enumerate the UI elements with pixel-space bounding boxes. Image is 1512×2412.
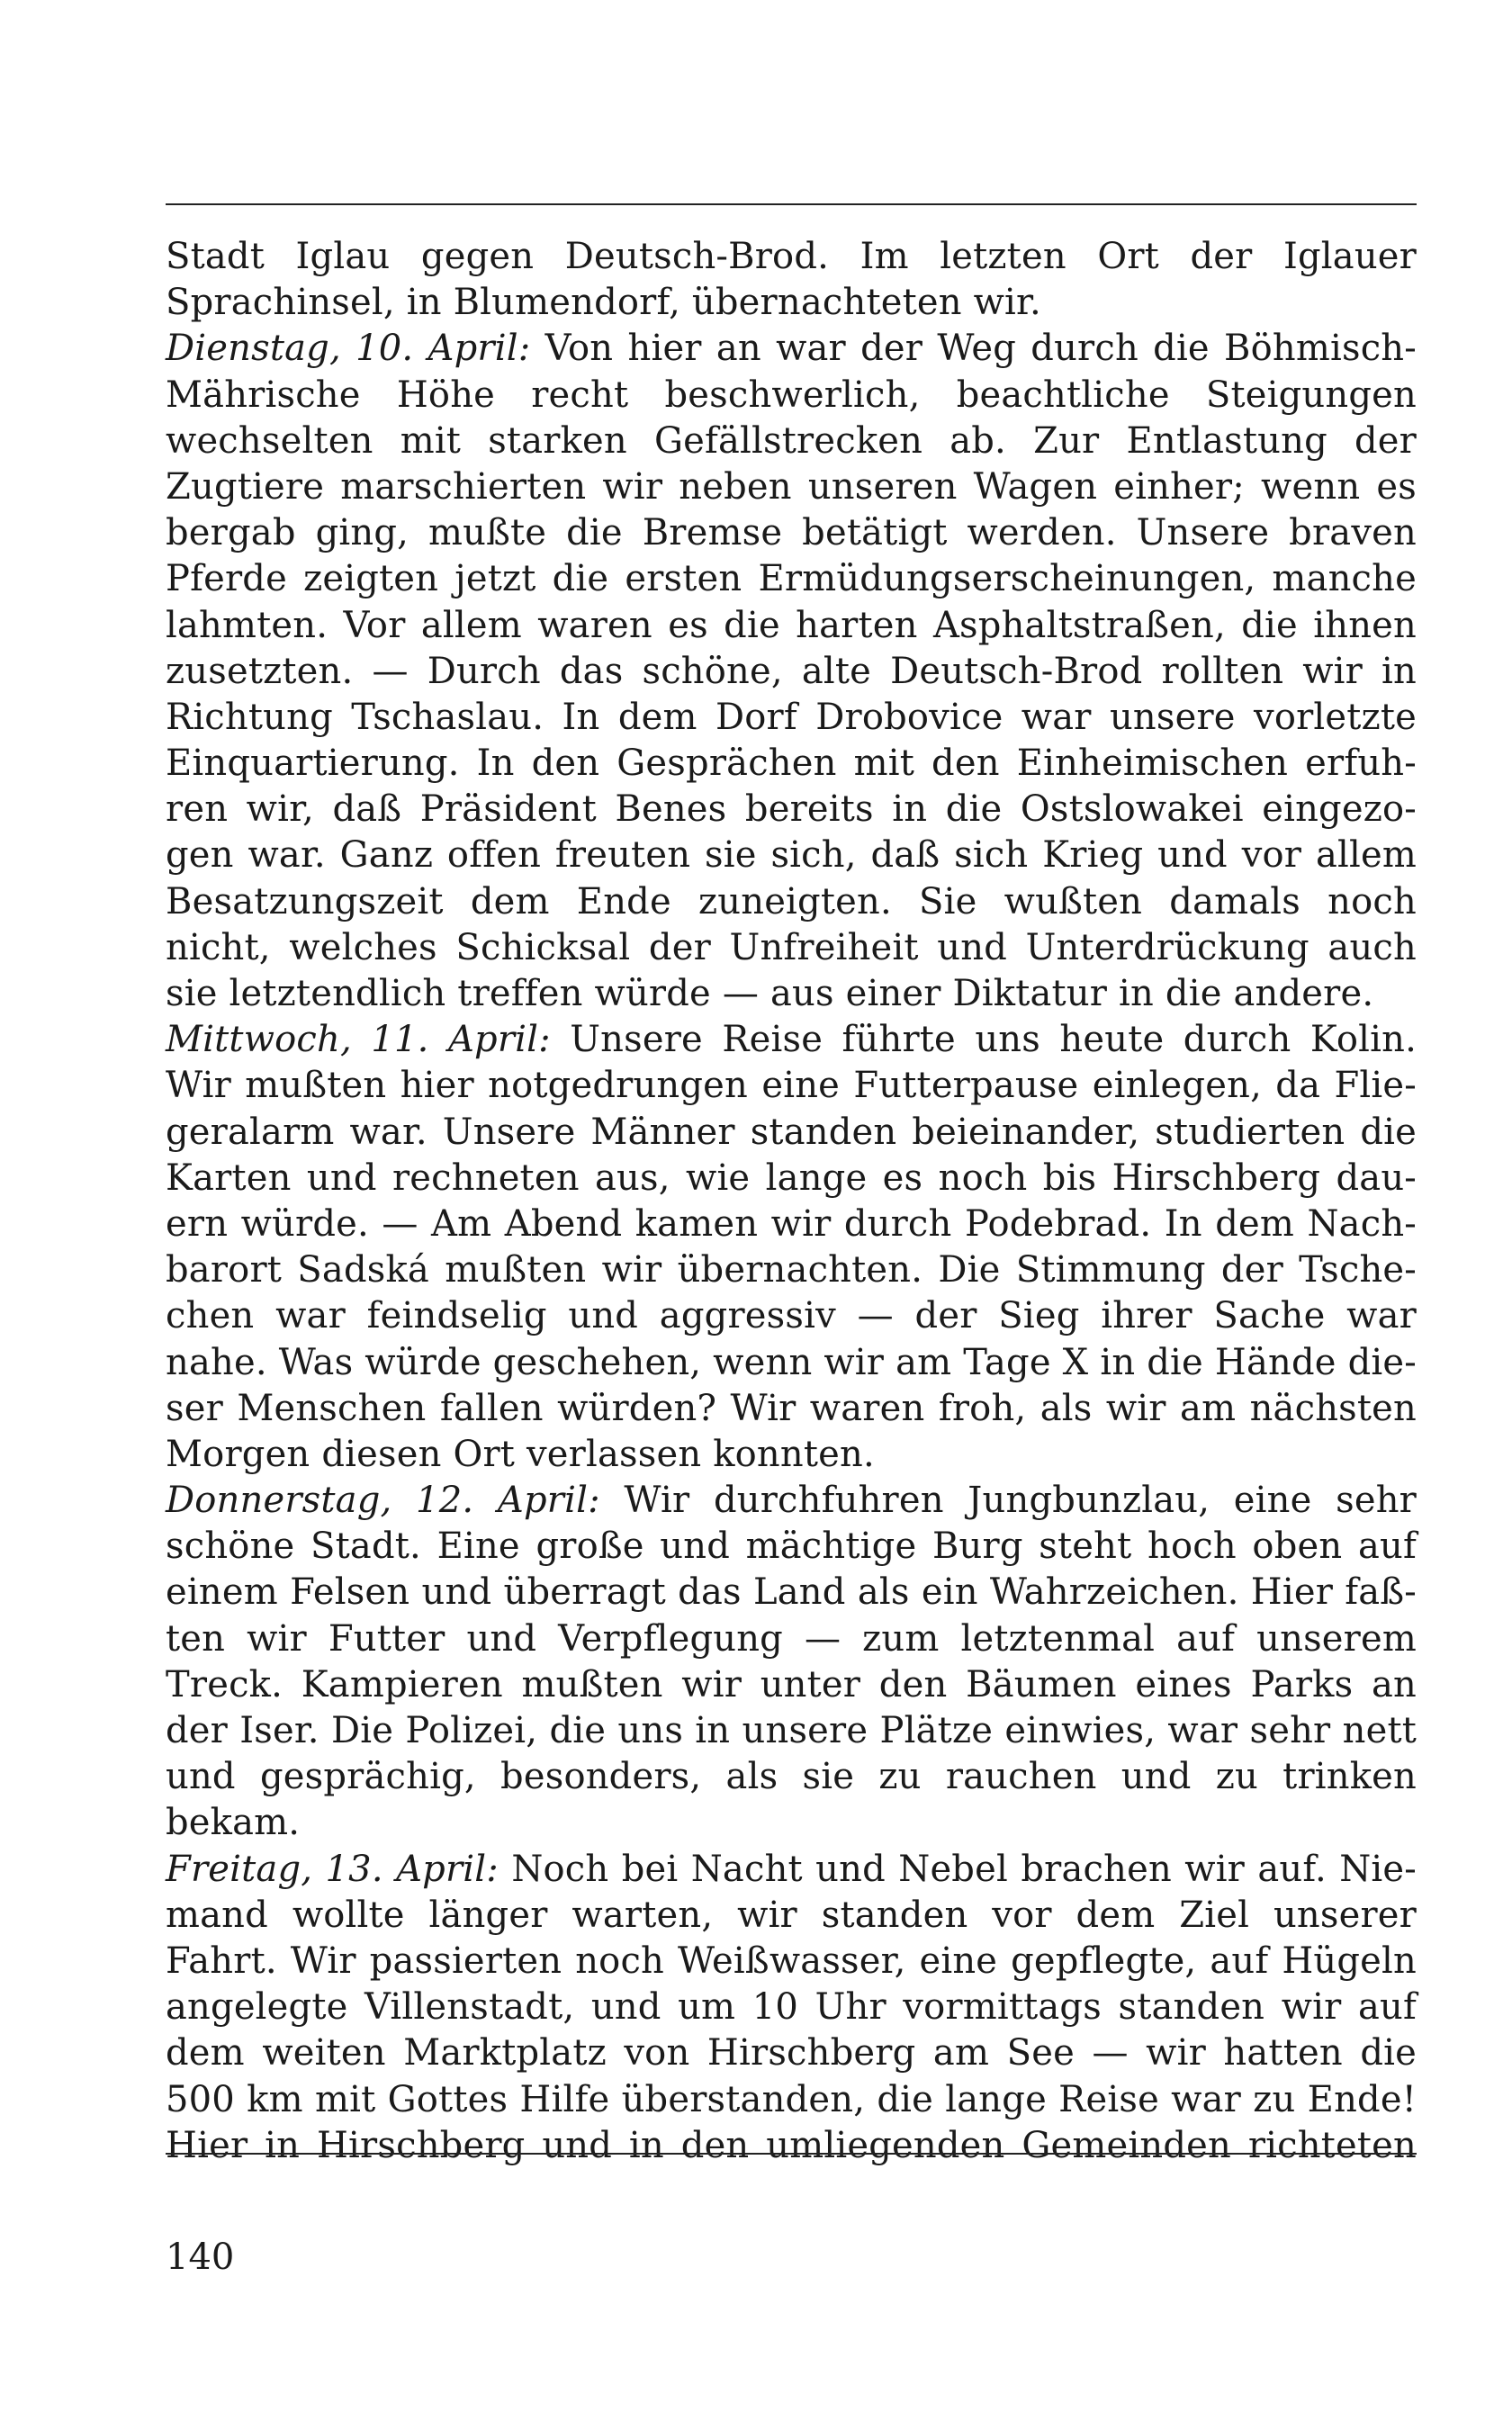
text-line: [166, 1432, 1417, 1478]
text-line-content: Sprachinsel, in Blumendorf, übernachteten wir.: [166, 282, 1041, 324]
text-line: [166, 1202, 1417, 1247]
bottom-rule: [166, 2153, 1417, 2155]
text-line-content: Treck. Kampieren mußten wir unter den Bäumen eines Parks an: [166, 1663, 1417, 1706]
text-line-content: Pferde zeigten jetzt die ersten Ermüdungserscheinungen, manche: [166, 558, 1417, 600]
text-line-content: Mährische Höhe recht beschwerlich, beachtliche Steigungen: [166, 374, 1417, 416]
body-text: [166, 234, 1417, 2169]
text-line: [166, 373, 1417, 418]
text-line-content: dem weiten Marktplatz von Hirschberg am See — wir hatten die: [166, 2032, 1417, 2074]
text-line-content: ser Menschen fallen würden? Wir waren froh, als wir am nächsten: [166, 1387, 1417, 1429]
text-line-content: angelegte Villenstadt, und um 10 Uhr vormittags standen wir auf: [166, 1986, 1417, 2029]
text-line: [166, 1570, 1417, 1616]
text-line: [166, 2077, 1417, 2123]
text-line-content: Von hier an war der Weg durch die Böhmisch-: [530, 328, 1417, 370]
text-line: [166, 1386, 1417, 1432]
text-line-content: geralarm war. Unsere Männer standen beieinander, studierten die: [166, 1111, 1417, 1153]
text-line: [166, 741, 1417, 787]
text-line: [166, 280, 1417, 326]
text-line-content: Wir durchfuhren Jungbunzlau, eine sehr: [599, 1480, 1418, 1522]
text-line: [166, 2030, 1417, 2076]
text-line-content: ern würde. — Am Abend kamen wir durch Podebrad. In dem Nach-: [166, 1202, 1417, 1245]
text-line: [166, 2123, 1417, 2169]
text-line-content: barort Sadská mußten wir übernachten. Die Stimmung der Tsche-: [166, 1249, 1417, 1292]
text-line-content: wechselten mit starken Gefällstrecken ab. Zur Entlastung der: [166, 419, 1417, 462]
diary-date-heading: Dienstag, 10. April:: [166, 328, 531, 370]
text-line: [166, 1156, 1417, 1202]
text-line: [166, 971, 1417, 1017]
text-line: [166, 1017, 1417, 1063]
text-line-content: Zugtiere marschierten wir neben unseren Wagen einher; wenn es: [166, 465, 1417, 508]
text-line-content: gen war. Ganz offen freuten sie sich, daß sich Krieg und vor allem: [166, 834, 1417, 877]
text-line: [166, 418, 1417, 464]
text-line: [166, 234, 1417, 280]
text-line-content: Fahrt. Wir passierten noch Weißwasser, eine gepflegte, auf Hügeln: [166, 1940, 1417, 1982]
text-line-content: nicht, welches Schicksal der Unfreiheit und Unterdrückung auch: [166, 926, 1417, 968]
text-line-content: bekam.: [166, 1802, 301, 1844]
text-line: [166, 1340, 1417, 1386]
text-line-content: 500 km mit Gottes Hilfe überstanden, die lange Reise war zu Ende!: [166, 2078, 1417, 2120]
text-line: [166, 603, 1417, 649]
text-line: [166, 879, 1417, 925]
text-line: [166, 1800, 1417, 1846]
text-line: [166, 464, 1417, 510]
text-line-content: bergab ging, mußte die Bremse betätigt werden. Unsere braven: [166, 512, 1417, 554]
text-line: [166, 1662, 1417, 1708]
text-line: [166, 1754, 1417, 1800]
text-line-content: Noch bei Nacht und Nebel brachen wir auf. Nie-: [498, 1848, 1417, 1890]
text-line: [166, 925, 1417, 971]
text-line-content: einem Felsen und überragt das Land als ein Wahrzeichen. Hier faß-: [166, 1571, 1417, 1614]
text-line-content: Unsere Reise führte uns heute durch Kolin.: [550, 1019, 1417, 1061]
text-line: [166, 556, 1417, 602]
text-line: [166, 1247, 1417, 1293]
text-line-content: Morgen diesen Ort verlassen konnten.: [166, 1433, 875, 1475]
diary-date-heading: Donnerstag, 12. April:: [166, 1480, 600, 1522]
text-line: [166, 1524, 1417, 1570]
text-line-content: schöne Stadt. Eine große und mächtige Burg steht hoch oben auf: [166, 1526, 1417, 1568]
text-line: [166, 695, 1417, 741]
text-line-content: Karten und rechneten aus, wie lange es noch bis Hirschberg dau-: [166, 1156, 1417, 1199]
text-line-content: Besatzungszeit dem Ende zuneigten. Sie wußten damals noch: [166, 880, 1417, 922]
text-line: [166, 1478, 1417, 1524]
text-line: [166, 1893, 1417, 1939]
text-line: [166, 1063, 1417, 1109]
text-line: [166, 326, 1417, 372]
text-line-content: Stadt Iglau gegen Deutsch-Brod. Im letzten Ort der Iglauer: [166, 236, 1417, 277]
text-line: [166, 1616, 1417, 1662]
text-line-content: und gesprächig, besonders, als sie zu rauchen und zu trinken: [166, 1756, 1417, 1798]
text-line-content: der Iser. Die Polizei, die uns in unsere Plätze einwies, war sehr nett: [166, 1710, 1417, 1751]
text-line: [166, 1708, 1417, 1754]
text-line: [166, 1110, 1417, 1156]
text-line: [166, 649, 1417, 695]
text-line: [166, 1984, 1417, 2030]
text-line-content: chen war feindselig und aggressiv — der Sieg ihrer Sache war: [166, 1295, 1417, 1337]
text-line-content: lahmten. Vor allem waren es die harten Asphaltstraßen, die ihnen: [166, 604, 1417, 646]
text-line-content: ren wir, daß Präsident Benes bereits in die Ostslowakei eingezo-: [166, 788, 1417, 831]
text-line-content: Einquartierung. In den Gesprächen mit den Einheimischen erfuh-: [166, 742, 1417, 785]
text-line: [166, 832, 1417, 878]
text-line-content: sie letztendlich treffen würde — aus einer Diktatur in die andere.: [166, 973, 1374, 1014]
text-line-content: Wir mußten hier notgedrungen eine Futterpause einlegen, da Flie-: [166, 1065, 1417, 1107]
text-line-content: zusetzten. — Durch das schöne, alte Deutsch-Brod rollten wir in: [166, 650, 1417, 692]
text-line: [166, 1939, 1417, 1984]
page-number: 140: [166, 2236, 235, 2278]
diary-date-heading: Mittwoch, 11. April:: [166, 1019, 551, 1061]
text-line-content: nahe. Was würde geschehen, wenn wir am Tage X in die Hände die-: [166, 1341, 1417, 1383]
text-line: [166, 1293, 1417, 1339]
text-line: [166, 787, 1417, 832]
text-line: [166, 510, 1417, 556]
text-line-content: mand wollte länger warten, wir standen vor dem Ziel unserer: [166, 1894, 1417, 1936]
text-line-content: ten wir Futter und Verpflegung — zum letztenmal auf unserem: [166, 1617, 1417, 1660]
text-line: [166, 1847, 1417, 1893]
diary-date-heading: Freitag, 13. April:: [166, 1848, 499, 1890]
text-line-content: Hier in Hirschberg und in den umliegenden Gemeinden richteten: [166, 2124, 1417, 2166]
text-line-content: Richtung Tschaslau. In dem Dorf Drobovice war unsere vorletzte: [166, 696, 1417, 738]
top-rule: [166, 203, 1417, 205]
